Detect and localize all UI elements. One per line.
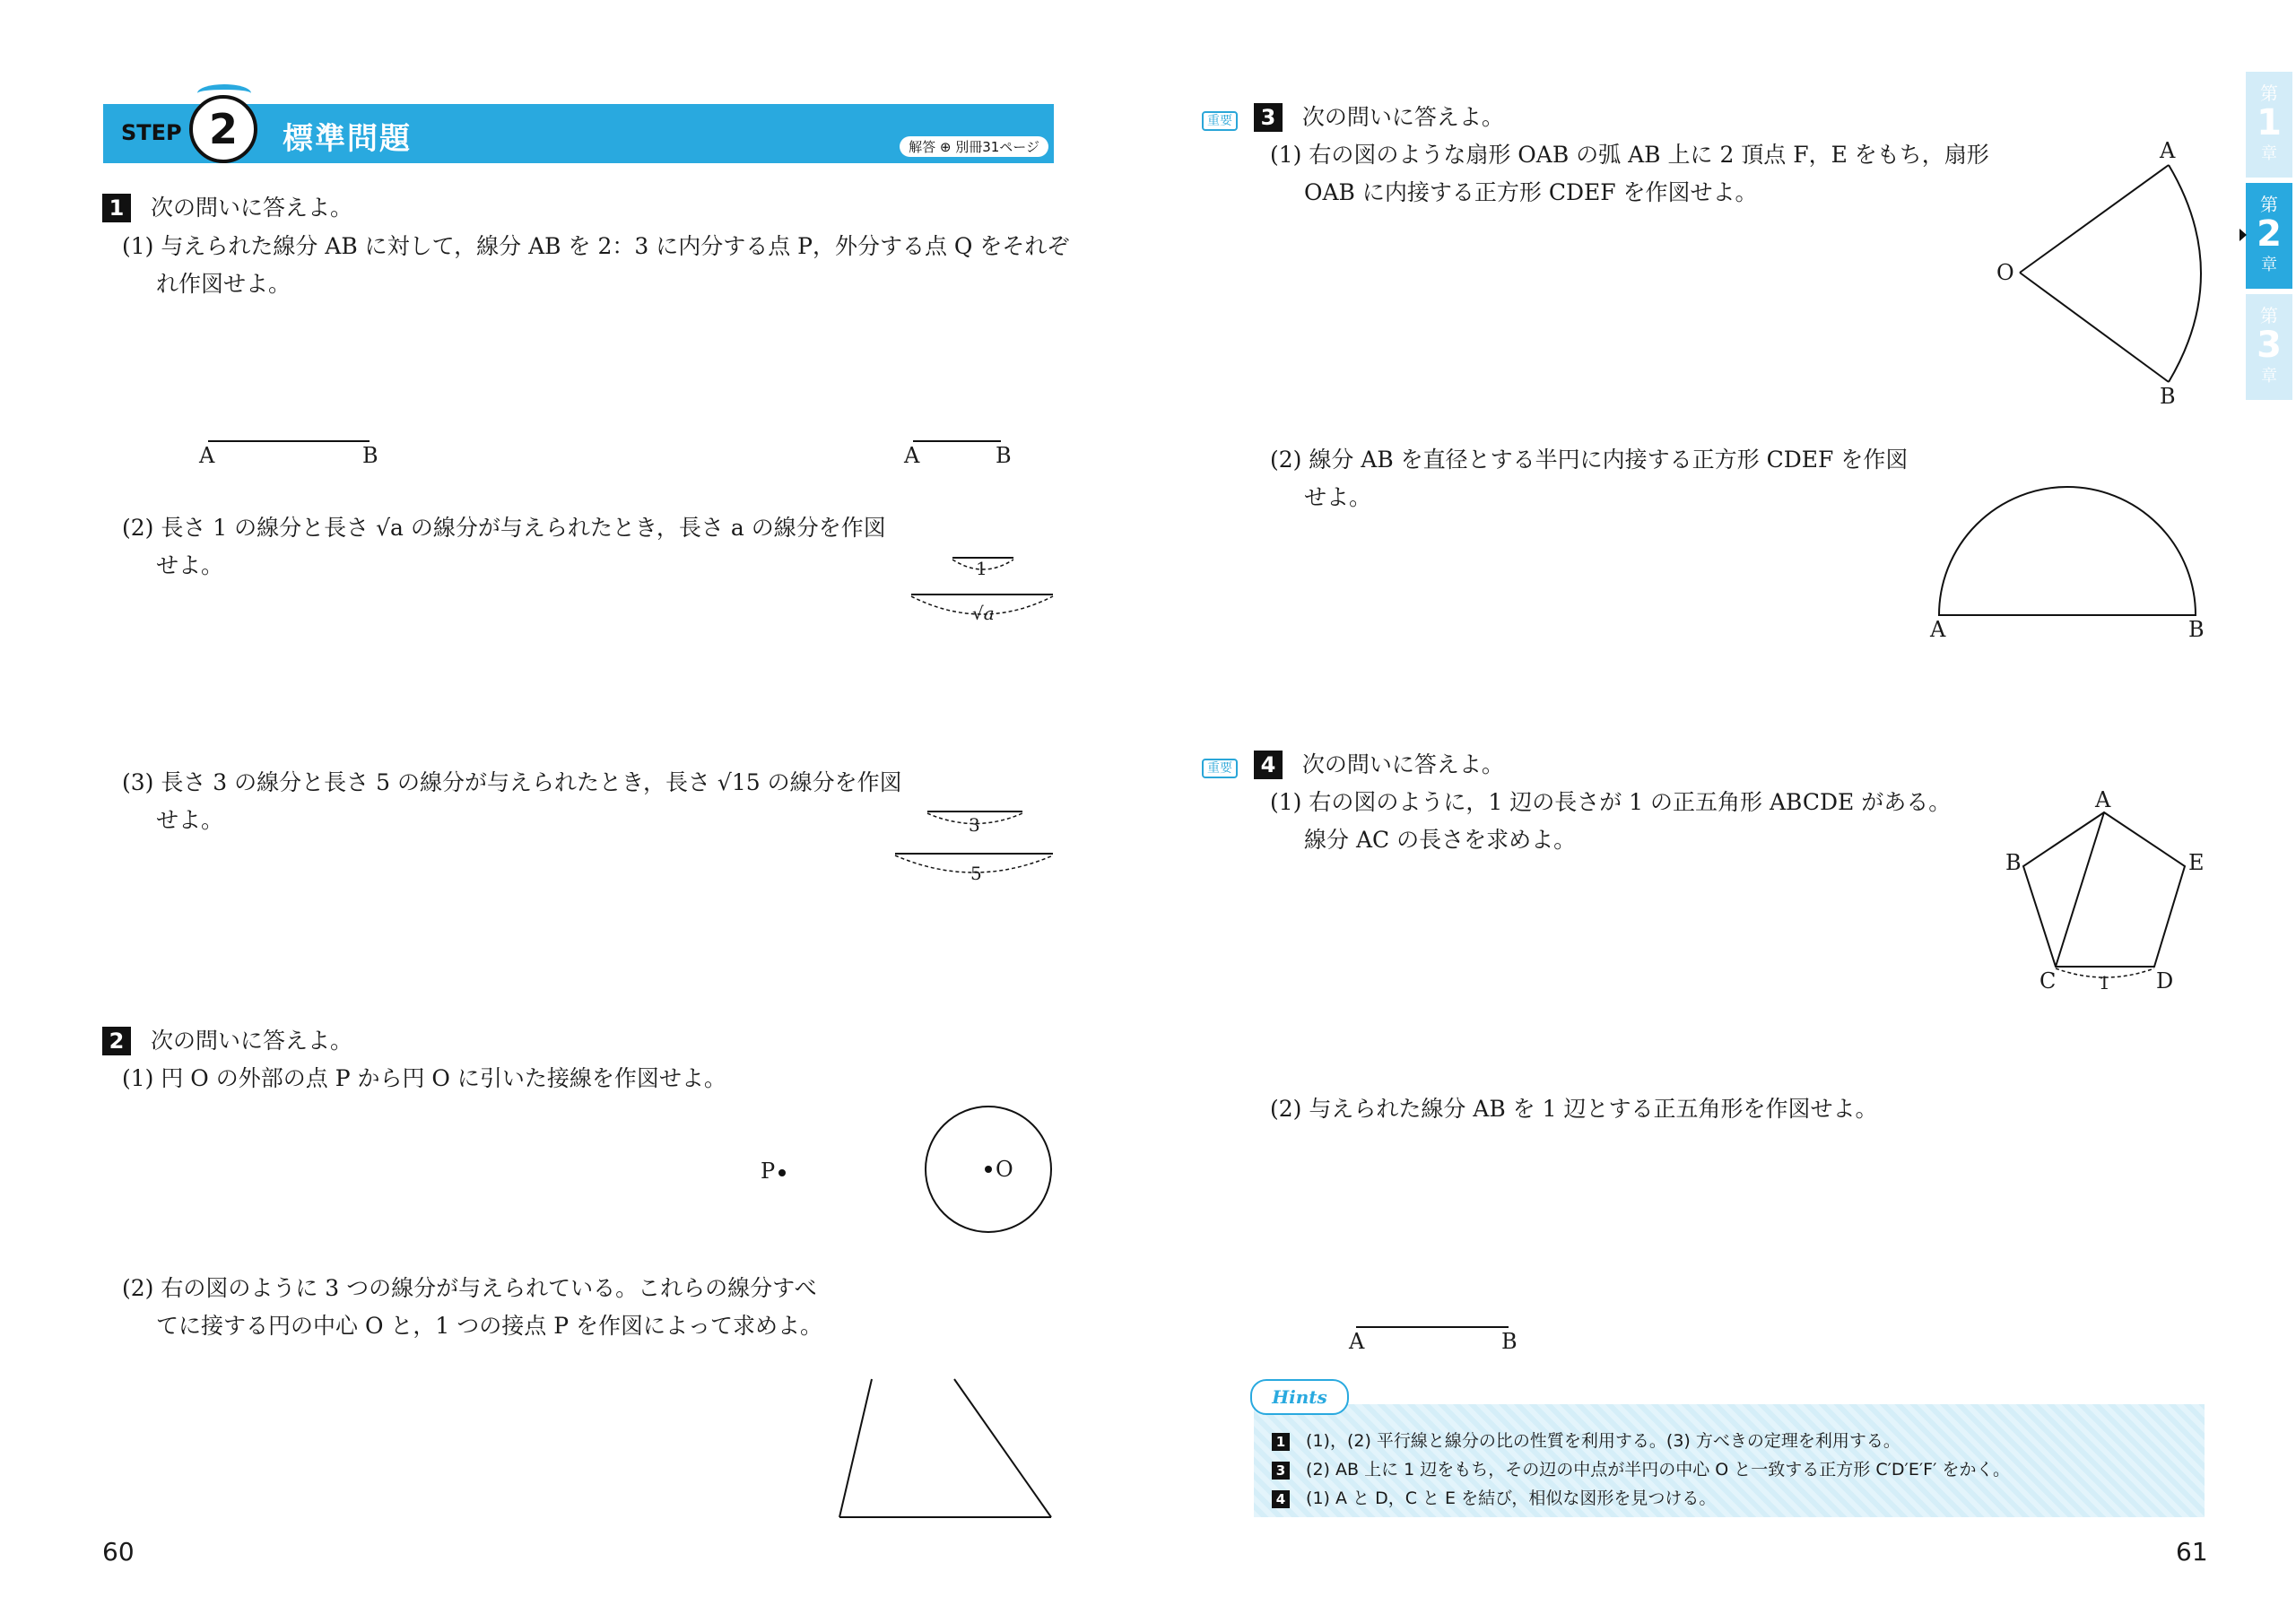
q3-part2-line1: (2) 線分 AB を直径とする半円に内接する正方形 CDEF を作図 [1270, 447, 1909, 473]
q3-important-badge: 重要 [1202, 111, 1238, 131]
q4-important-badge: 重要 [1202, 759, 1238, 778]
q4-diagonal-ac [2056, 812, 2104, 967]
q2-part2-line2: てに接する円の中心 O と，1 つの接点 P を作図によって求めよ。 [156, 1313, 822, 1339]
label-q3-b2: B [2188, 617, 2205, 642]
q2-part2-line1: (2) 右の図のように 3 つの線分が与えられている。これらの線分すべ [122, 1275, 817, 1301]
label-q1-sqrt-a: √a [972, 603, 995, 624]
q4-number: 4 [1254, 751, 1283, 779]
q1-part3-line1: (3) 長さ 3 の線分と長さ 5 の線分が与えられたとき，長さ √15 の線分を作図 [122, 769, 902, 795]
page-number-right: 61 [2176, 1537, 2208, 1567]
label-q4-d: D [2156, 968, 2174, 994]
q3-number: 3 [1254, 103, 1283, 132]
q3-sector-ob [2020, 273, 2169, 382]
q2-center-o-dot [985, 1166, 992, 1173]
label-q4-a2: A [1349, 1329, 1365, 1354]
hint-2-text: (2) AB 上に 1 辺をもち，その辺の中点が半円の中心 O と一致する正方形 C′D′E′F′ をかく。 [1306, 1460, 2011, 1480]
chapter-tab-3-prefix: 第 [2260, 305, 2278, 326]
hint-3-number: 4 [1272, 1490, 1290, 1508]
label-q2-p: P [761, 1159, 776, 1184]
label-q1-three: 3 [969, 814, 980, 836]
chapter-tab-1-suffix: 章 [2261, 144, 2277, 163]
hints-title-badge [1250, 1379, 1349, 1415]
label-q4-one: 1 [2099, 972, 2110, 994]
q3-semicircle [1939, 487, 2196, 615]
chapter-tab-1-prefix: 第 [2260, 82, 2278, 104]
chapter-tab-2-number: 2 [2257, 213, 2282, 255]
chapter-tab-2-suffix: 章 [2261, 256, 2277, 274]
q3-prompt: 次の問いに答えよ。 [1301, 104, 1504, 130]
label-q3-a2: A [1930, 617, 1946, 642]
q1-prompt: 次の問いに答えよ。 [150, 195, 352, 221]
label-q1-five: 5 [970, 863, 982, 884]
step-number: 2 [208, 105, 238, 153]
q3-part2-line2: せよ。 [1304, 484, 1372, 510]
q1-number: 1 [102, 194, 131, 222]
label-q4-a: A [2095, 787, 2111, 812]
label-q4-c: C [2039, 968, 2057, 994]
hints-box [1254, 1404, 2205, 1517]
q1-part1-line1: (1) 与えられた線分 AB に対して，線分 AB を 2：3 に内分する点 P，外分する点 Q をそれぞ [122, 233, 1070, 259]
label-q4-e: E [2188, 850, 2205, 875]
q2-point-p-dot [778, 1169, 786, 1176]
q4-part1-line1: (1) 右の図のように，1 辺の長さが 1 の正五角形 ABCDE がある。 [1270, 789, 1952, 815]
q3-sector-arc [2169, 165, 2201, 382]
q2-part1-line1: (1) 円 O の外部の点 P から円 O に引いた接線を作図せよ。 [122, 1065, 726, 1091]
q2-prompt: 次の問いに答えよ。 [150, 1028, 352, 1054]
label-q3-b1: B [2160, 384, 2176, 409]
label-q4-b: B [2005, 850, 2022, 875]
page-number-left: 60 [102, 1537, 135, 1567]
q1-part3-line2: せよ。 [156, 807, 224, 833]
q4-prompt: 次の問いに答えよ。 [1301, 751, 1504, 777]
q1-part1-line2: れ作図せよ。 [156, 271, 291, 297]
hint-1-text: (1)，(2) 平行線と線分の比の性質を利用する。(3) 方べきの定理を利用する。 [1306, 1431, 1900, 1451]
hint-2-number: 3 [1272, 1462, 1290, 1480]
q2-number: 2 [102, 1027, 131, 1055]
q3-part1-line2: OAB に内接する正方形 CDEF を作図せよ。 [1304, 179, 1758, 205]
label-q2-o: O [996, 1157, 1013, 1182]
chapter-tab-2-prefix: 第 [2260, 194, 2278, 215]
header-title: 標準問題 [283, 121, 412, 157]
q1-part2-line2: せよ。 [156, 552, 224, 578]
q3-sector-oa [2020, 165, 2169, 273]
label-q1-a1: A [199, 443, 215, 468]
step-label: STEP [121, 120, 182, 145]
q4-part1-line2: 線分 AC の長さを求めよ。 [1304, 827, 1577, 853]
q4-part2-line1: (2) 与えられた線分 AB を 1 辺とする正五角形を作図せよ。 [1270, 1096, 1878, 1122]
hint-row-3 [1272, 1485, 1716, 1509]
label-q1-a2: A [904, 443, 920, 468]
label-q1-b1: B [362, 443, 378, 468]
label-q3-a1: A [2160, 138, 2176, 163]
q1-part2-line1: (2) 長さ 1 の線分と長さ √a の線分が与えられたとき，長さ a の線分を作図 [122, 515, 886, 541]
hint-1-number: 1 [1272, 1433, 1290, 1451]
q2-segment-left [839, 1379, 872, 1517]
label-q3-o: O [1996, 260, 2014, 285]
q3-part1-line1: (1) 右の図のような扇形 OAB の弧 AB 上に 2 頂点 F，E をもち，扇形 [1270, 142, 1989, 168]
hint-row-2 [1272, 1456, 2010, 1480]
answer-reference: 解答 ⊕ 別冊31ページ [900, 136, 1048, 157]
chapter-tab-1-number: 1 [2257, 102, 2282, 143]
q2-segment-right [954, 1379, 1051, 1517]
chapter-tab-3-number: 3 [2257, 325, 2282, 366]
label-q4-b2: B [1501, 1329, 1518, 1354]
label-q1-b2: B [996, 443, 1012, 468]
hints-title: Hints [1272, 1386, 1327, 1408]
hint-row-1 [1272, 1428, 1900, 1452]
chapter-tab-3-suffix: 章 [2261, 367, 2277, 386]
label-q1-one: 1 [976, 558, 987, 579]
q4-pentagon [2023, 812, 2185, 967]
hint-3-text: (1) A と D，C と E を結び，相似な図形を見つける。 [1306, 1488, 1717, 1508]
